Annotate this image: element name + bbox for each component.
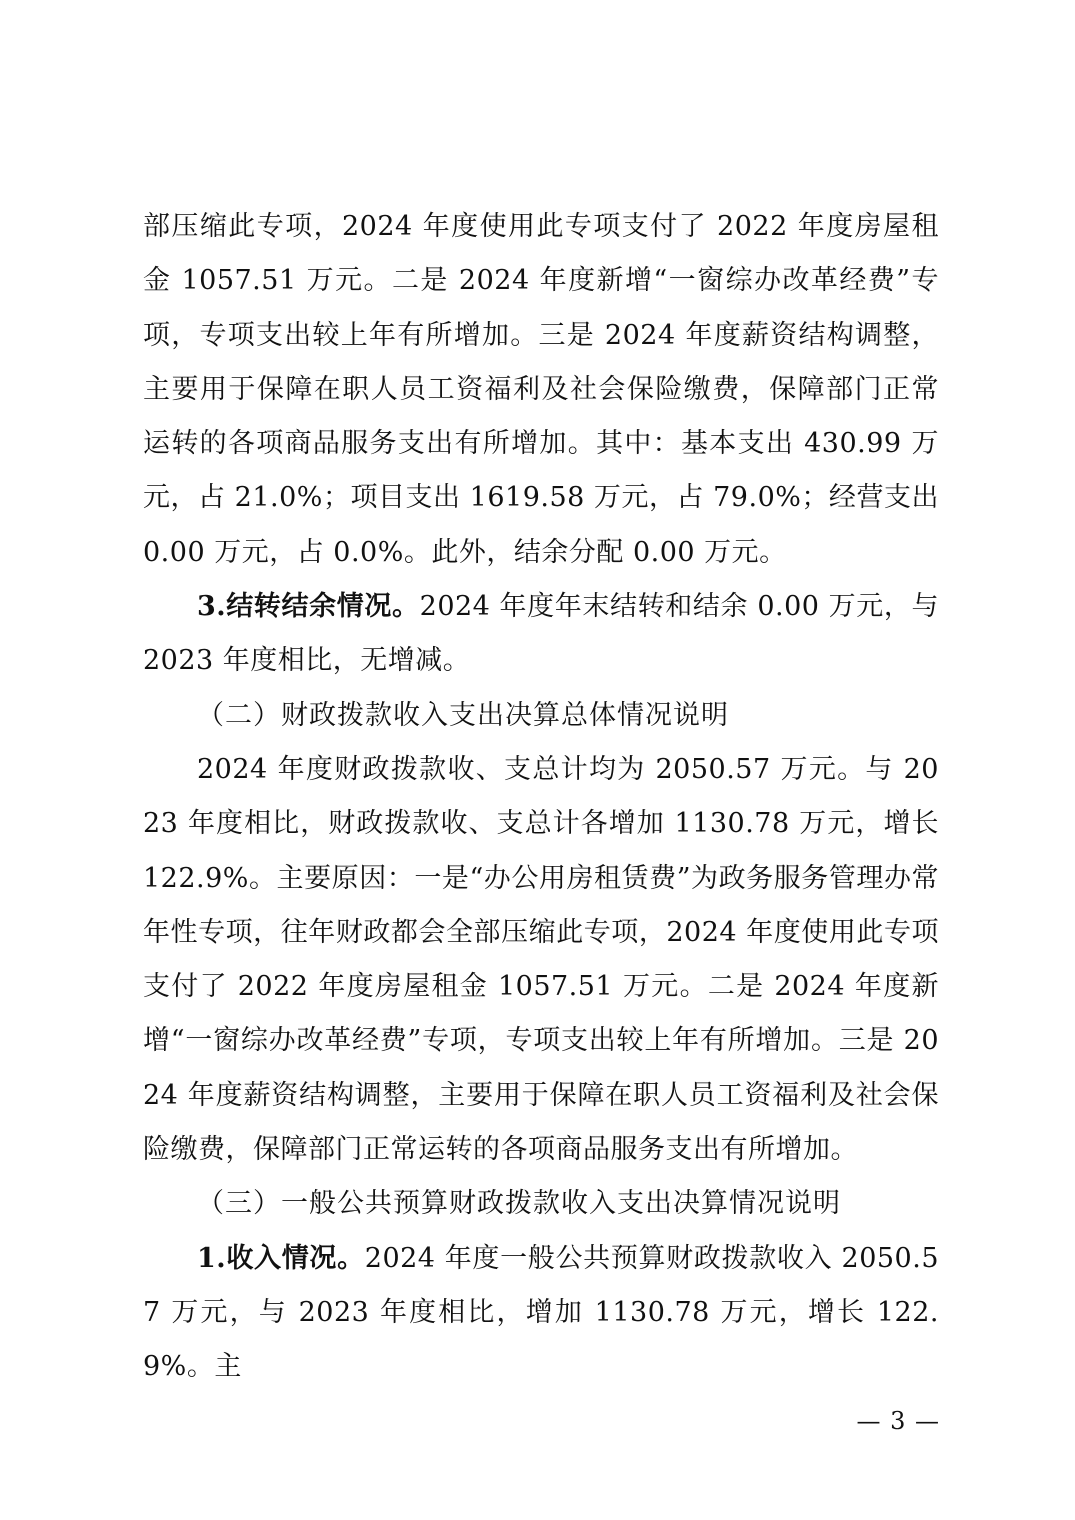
paragraph-text: 2024 年度一般公共预算财政拨款收入 2050.57 万元，与 2023 年度相比，增加 1130.78 万元，增长 122.9%。主 — [143, 1242, 939, 1383]
paragraph-lead: 3.结转结余情况。 — [197, 591, 420, 623]
paragraph-fiscal-overview: 2024 年度财政拨款收、支总计均为 2050.57 万元。与 2023 年度相比，财政拨款收、支总计各增加 1130.78 万元，增长 122.9%。主要原因：一是“办公用房租赁费”为政务服务管理办常年性专项，往年财政都会全部压缩此专项，2024 年度使用此专项支付了 2022 年度房屋租金 1057.51 万元。二是 2024 年度新增“一窗综办改革经费”专项，专项支出较上年有所增加。三是 2024 年度薪资结构调整，主要用于保障在职人员工资福利及社会保险缴费，保障部门正常运转的各项商品服务支出有所增加。 — [143, 753, 939, 1166]
section-heading-fiscal-overview: （二）财政拨款收入支出决算总体情况说明 — [197, 699, 729, 731]
paragraph-income — [143, 1232, 939, 1395]
section-heading-general-budget: （三）一般公共预算财政拨款收入支出决算情况说明 — [197, 1188, 841, 1220]
paragraph-text: 2024 年度年末结转和结余 0.00 万元，与 2023 年度相比，无增减。 — [143, 591, 940, 677]
page-number: — 3 — — [856, 1407, 940, 1435]
paragraph-lead: 1.收入情况。 — [197, 1242, 365, 1274]
paragraph-carryover — [143, 580, 939, 689]
document-body — [143, 200, 939, 1395]
paragraph-expenditure-detail: 部压缩此专项，2024 年度使用此专项支付了 2022 年度房屋租金 1057.51 万元。二是 2024 年度新增“一窗综办改革经费”专项，专项支出较上年有所增加。三是 2024 年度薪资结构调整，主要用于保障在职人员工资福利及社会保险缴费，保障部门正常运转的各项商品服务支出有所增加。其中：基本支出 430.99 万元，占 21.0%；项目支出 1619.58 万元，占 79.0%；经营支出 0.00 万元，占 0.0%。此外，结余分配 0.00 万元。 — [143, 211, 939, 568]
